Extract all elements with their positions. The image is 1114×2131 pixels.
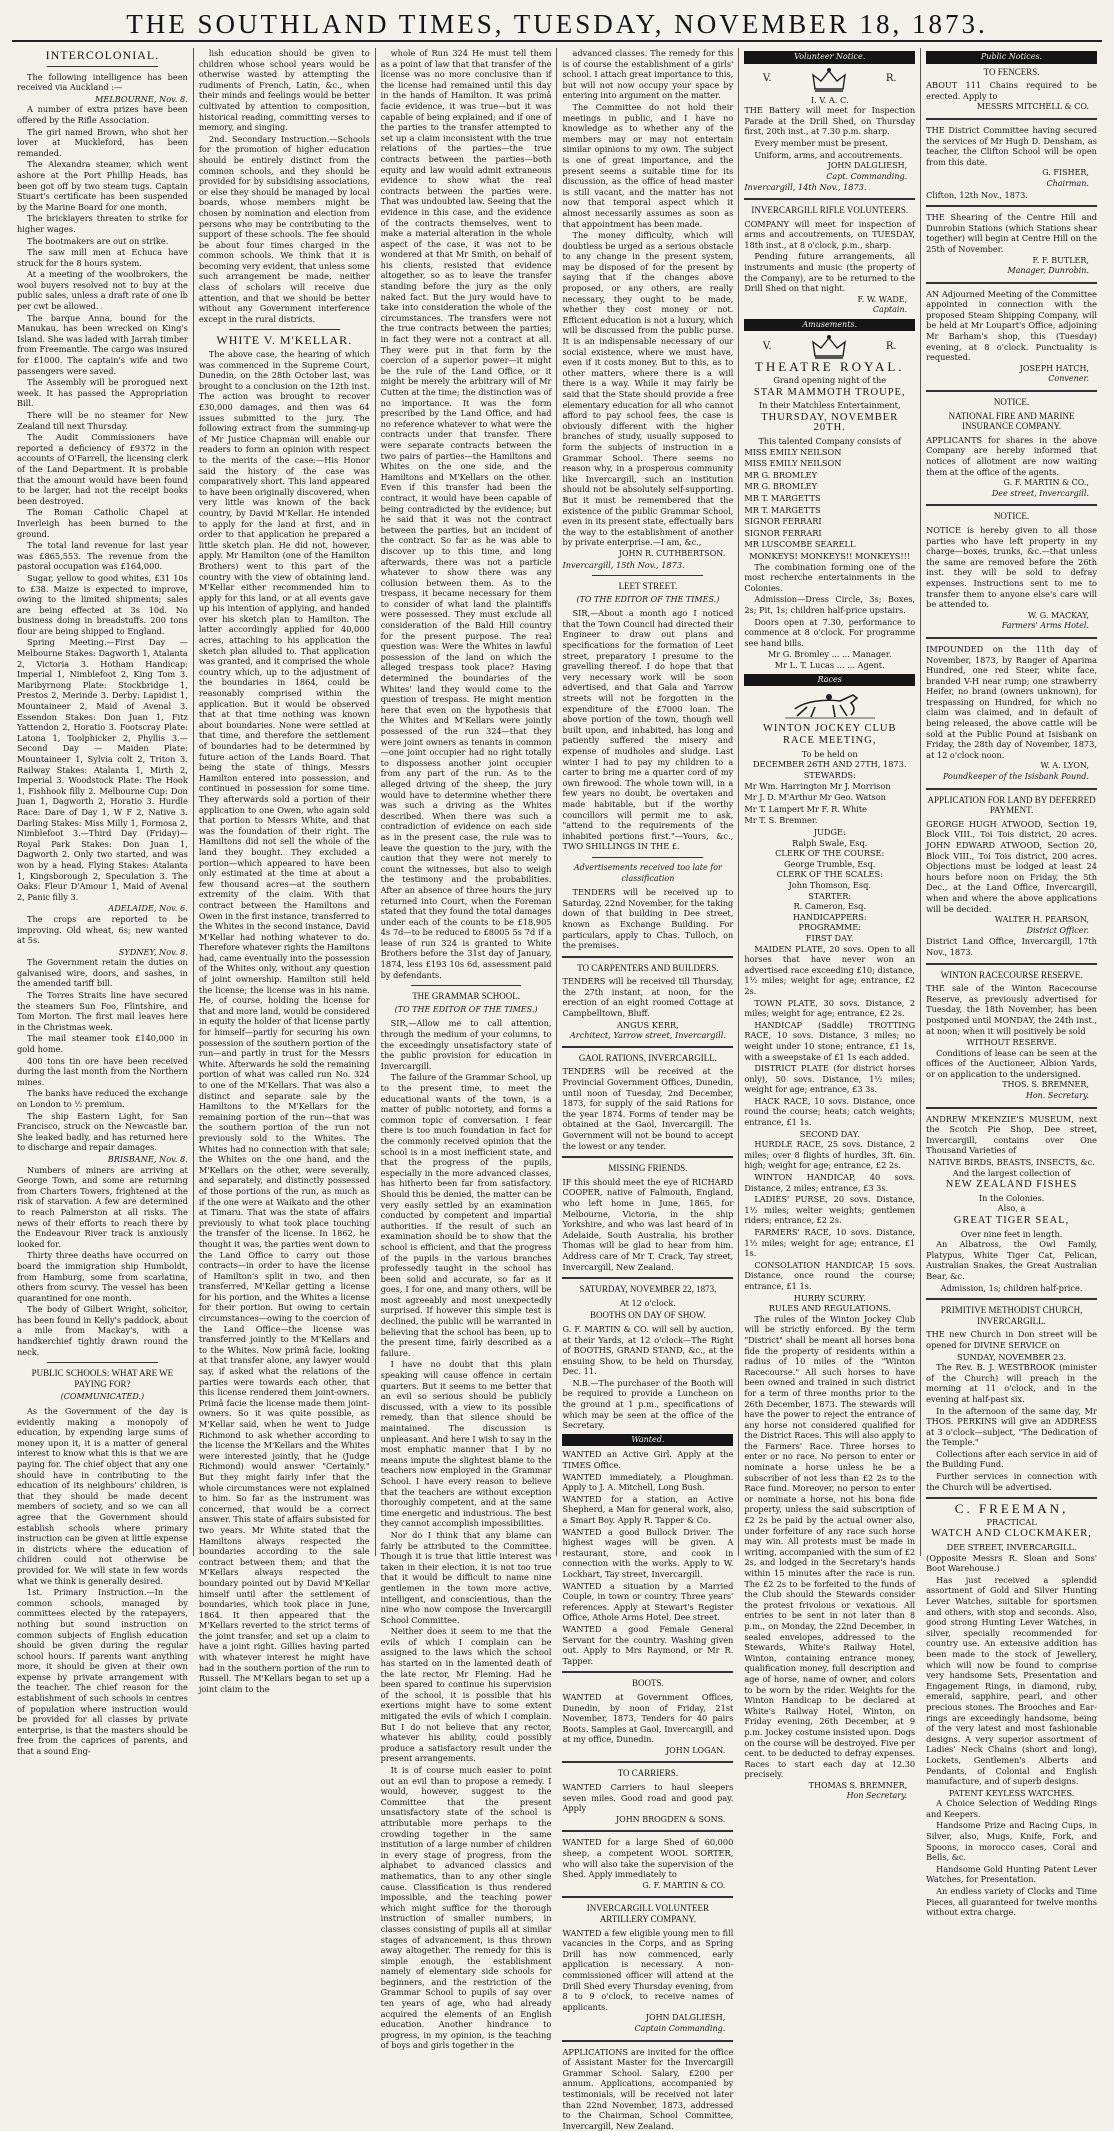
article-paragraph: 1st. Primary Instruction.—In the common schools, managed by committees elected by the ratepayers, nothing but sound instruction on common subjects of English education should be given during the regular school hours. If parents want anything more, it should be given at their own expense by private arrangement with the teacher. The chief reason for the establishment of such schools in centres of population where instruction would be provided for all classes by private enterprise, is that the masters should be free from the caprices of parents, and that a sound Eng- — [17, 1587, 188, 1757]
divider — [229, 329, 340, 330]
ad-text: N.B.—The purchaser of the Booth will be required to provide a Luncheon on the ground at 1 p.m., specifications of which may be seen at the office of the Secretary. — [562, 1377, 734, 1431]
public-notices-bar: Public Notices. — [926, 51, 1097, 64]
ad-text: THE new Church in Don street will be opened for DIVINE SERVICE on — [926, 1329, 1097, 1350]
races-day2 — [744, 1139, 915, 1291]
ad-signature: G. F. MARTIN & CO. — [642, 1880, 726, 1890]
article-paragraph: Neither does it seem to me that the evils of which I complain can be assigned to the laws which the school has started on in the lamented death of the late rector, Mr Fleming. Had he been spared to continue his supervision of the school, it is possible that his exertions might have to some extent mitigated the evils of which I complain. But I do not believe that any rector, whatever his ability, could possibly produce a satisfactory result under the present arrangements. — [380, 1626, 552, 1764]
ad-text: ABOUT 111 Chains required to be erected. Apply to — [926, 80, 1097, 101]
ad-signature: Manager, Dunrobin. — [1007, 266, 1089, 276]
ad-signature: Captain Commanding. — [634, 2023, 726, 2033]
crown-icon — [809, 67, 849, 93]
day-label: SECOND DAY. — [799, 1128, 860, 1139]
article-paragraph: Mr T. S. Bremner. — [744, 815, 818, 826]
article-paragraph: Nor do I think that any blame can fairly be attributed to the Committee. Though it is true that little interest was taken in their election, it is not too true that it would be difficult to name nine gentlemen in the town more active, intelligent, and conscientious, than the nine who now compose the Invercargill School Committee. — [380, 1529, 552, 1625]
ad-signature: G. F. MARTIN & CO., — [1003, 478, 1089, 488]
crown-icon — [809, 334, 849, 360]
ad-text: An Albatross, the Owl Family, Platypus, White Tiger Cat, Pelican, Australian Snakes, the Great Australian Bear, &c. — [926, 1239, 1097, 1281]
column-6 — [921, 48, 1102, 1918]
troupe-heading: STAR MAMMOTH TROUPE, — [753, 386, 906, 398]
article-paragraph: 2nd. Secondary Instruction.—Schools for the promotion of higher education should be entirely distinct from the common schools, and they should be provided for by subsidising associations, or else they should be managed by local boards, whose members might be chosen by nomination and election from persons who may be contributing to the support of these schools. The fee should be about four times charged in the common schools. We think that it is becoming very evident, that unless some such arrangement be made, neither class of scholars will receive due attention, and that we should be better without any Government interference except in the rural districts. — [198, 133, 370, 324]
church-heading: PRIMITIVE METHODIST CHURCH, INVERCARGILL. — [940, 1305, 1083, 1326]
divider — [562, 1761, 733, 1763]
article-paragraph: Mr T. Lampert Mr F. R. White — [744, 803, 867, 814]
ad-signature: WALTER H. PEARSON, — [994, 915, 1089, 925]
article-paragraph: WANTED immediately, a Ploughman. Apply to J. A. Mitchell, Long Bush. — [562, 1471, 734, 1493]
hurry-scurry: HURRY SCURRY. — [793, 1292, 866, 1303]
ad-signature: JOHN BROGDEN & SONS. — [615, 1814, 726, 1824]
ad-signature: Captain. — [872, 305, 908, 315]
ad-signature: THOS. S. BREMNER, — [1002, 1080, 1089, 1090]
divider — [744, 198, 915, 200]
ad-text: (Opposite Messrs R. Sloan and Sons' Boot Warehouse.) — [926, 1552, 1097, 1574]
museum-line: And the largest collection of — [952, 1167, 1071, 1178]
article-paragraph: The Committee do not hold their meetings in public, and I have no knowledge as to whether any of the members may or may not entertain similar opinions to my own. The subject is one of great importance, and the present seems a suitable time for its discussion, as the office of head master is still vacant, and the matter has not now that temporal aspect which it almost necessarily assumes as soon as that appointment has been made. — [562, 101, 734, 229]
ad-date: Clifton, 12th Nov., 1873. — [926, 189, 1028, 200]
article-paragraph: WANTED for a station, an Active Shepherd, a Man for general work, also, a Smart Boy. Apply R. Tapper & Co. — [562, 1493, 734, 1525]
official-name: John Thomson, Esq. — [788, 880, 871, 890]
article-paragraph: The crops are reported to be improving. Old wheat, 6s; new wanted at 5s. — [17, 913, 188, 946]
column-3 — [376, 48, 558, 2051]
divider — [926, 1497, 1097, 1499]
official-label: CLERK OF THE COURSE: — [775, 848, 885, 859]
article-paragraph: MAIDEN PLATE, 20 sovs. Open to all horses that have never won an advertised race exceeding £10; distance, 1½ miles; weight for age; entrance, £2 2s. — [744, 943, 916, 996]
article-paragraph: TOWN PLATE, 30 sovs. Distance, 2 miles; weight for age; entrance, £2 2s. — [744, 997, 916, 1019]
missing-friends-heading: MISSING FRIENDS. — [608, 1163, 688, 1174]
article-paragraph: The body of Gilbert Wright, solicitor, has been found in Kelly's paddock, about a mile from Mackay's, with a handkerchief tightly drawn round the neck. — [17, 1304, 188, 1357]
ad-signature: Hon. Secretary. — [1025, 1091, 1089, 1101]
ad-text: Admission—Dress Circle, 3s; Boxes, 2s; Pit, 1s; children half-price upstairs. — [744, 594, 916, 615]
booths-heading: BOOTHS ON DAY OF SHOW. — [590, 1310, 706, 1321]
columns — [12, 48, 1102, 2131]
theatre-line: Grand opening night of the — [773, 375, 887, 386]
divider — [562, 1156, 733, 1158]
sat-time: At 12 o'clock. — [619, 1297, 676, 1308]
article-paragraph: HACK RACE, 10 sovs. Distance, once round the course; heats; catch weights; entrance, £1 1s. — [744, 1095, 916, 1128]
divider — [926, 1298, 1097, 1300]
article-paragraph: WANTED a good Female General Servant for the country. Washing given out. Apply to Mrs Raymond, or Mr R. Tapper. — [562, 1623, 734, 1666]
article-paragraph: SIGNOR FERRARI — [744, 516, 822, 527]
rules-heading: RULES AND REGULATIONS. — [768, 1303, 891, 1314]
races-line: To be held on — [801, 748, 858, 759]
article-paragraph: MR G. BROMLEY — [744, 481, 818, 492]
ad-signature: Farmers' Arms Hotel. — [1001, 621, 1089, 631]
museum-line: Over nine feet in length. — [960, 1228, 1063, 1239]
crest-r: R. — [885, 73, 897, 85]
ad-text: Every member must be present. — [754, 137, 888, 148]
ad-text: THE District Committee having secured the services of Mr Hugh D. Densham, as teacher, the Clifton School will be open from this date. — [926, 124, 1097, 167]
ad-text: Has just received a splendid assortment of Gold and Silver Hunting Lever Watches, suitable for sportsmen and others, with stop and seconds. Also, good strong Hunting Lever Watches, in silver, specially recommended for country use. An extensive addition has been made to the stock of Jewellery, which will now be found to comprise very handsome Sets, Presentation and Engagement Rings, in diamond, ruby, emerald, sapphire, pearl, and other precious stones. The Brooches and Ear-rings are exceedingly handsome, being of the very latest and most fashionable designs. A very superior assortment of Ladies' Neck Chains (short and long), Lockets, Gentlemen's Alberts and Pendants, of Colonial and English manufacture, and of superb designs. — [926, 1574, 1097, 1787]
divider — [562, 1896, 733, 1898]
ad-signature: Architect, Yarrow street, Invercargill. — [569, 1030, 726, 1041]
dateline: BRISBANE, Nov. 8. — [107, 1153, 188, 1164]
dateline: SYDNEY, Nov. 8. — [118, 946, 188, 957]
sunday-line: SUNDAY, NOVEMBER 23. — [956, 1351, 1067, 1362]
article-paragraph: There will be no steamer for New Zealand till next Thursday. — [17, 410, 188, 431]
ad-signature: ANGUS KERR, — [617, 1019, 679, 1030]
theatre-line: In their Matchless Entertainment, — [758, 400, 901, 411]
divider — [926, 963, 1097, 965]
sig-date: Invercargill, 15th Nov., 1873. — [562, 559, 685, 570]
divider — [47, 1362, 158, 1363]
article-paragraph: The Audit Commissioners have reported a deficiency of £9372 in the accounts of O'Farrell, the licensing clerk of the Land Department. It is probable that the amount would have been found to be larger, had not the receipt books been destroyed. — [17, 432, 188, 506]
museum-admission: Admission, 1s; children half-price. — [940, 1282, 1083, 1293]
ad-text: IMPOUNDED on the 11th day of November, 1873, by Ranger of Aparima Hundred, one red Steer, white face, branded V-H near rump; one strawberry Heifer, no brand (owners unknown), for trespassing on Hundred, for which no claim was claimed, and in default of being released, the above cattle will be sold at the Public Pound at Isisbank on Friday, the 28th day of November, 1873, at 12 o'clock noon. — [926, 643, 1097, 760]
divider — [926, 205, 1097, 207]
col1-paras — [17, 104, 188, 902]
meeting-heading: RACE MEETING, — [782, 735, 877, 747]
to-editor-label: (TO THE EDITOR OF THE TIMES.) — [394, 1004, 538, 1014]
fencers-heading: TO FENCERS. — [983, 66, 1040, 77]
ad-text: NOTICE is hereby given to all those parties who have left property in my charge—boxes, trunks, &c.—that unless the same are removed before the 26th inst. they will be sold to defray expenses. Instructions sent to me to transfer them to anyone else's care will be attended to. — [926, 524, 1097, 610]
ad-text: An endless variety of Clocks and Time Pieces, all guaranteed for twelve months without extra charge. — [926, 1886, 1097, 1918]
article-paragraph: The total land revenue for last year was £865,553. The revenue from the pastoral occupation was £164,000. — [17, 540, 188, 572]
article-paragraph: SIR,—Allow me to call attention, through the medium of your columns, to the exceedingly unsatisfactory state of the public provision for education in Invercargill. — [380, 1018, 552, 1071]
day-label: FIRST DAY. — [805, 932, 854, 943]
divider — [592, 857, 703, 858]
theatre-heading: THEATRE ROYAL. — [754, 359, 905, 375]
ad-text: Pending future arrangements, all instruments and music (the property of the Company), are to be returned to the Drill Shed on that night. — [744, 251, 916, 294]
divider — [926, 637, 1097, 639]
article-paragraph: 400 tons tin ore have been received during the last month from the Northern mines. — [17, 1055, 188, 1087]
article-paragraph: HANDICAP (Saddle) TROTTING RACE, 10 sovs. Distance, 3 miles; no weight under 10 stone; entrance, £1 1s, with a sweepstake of £1 1s each added. — [744, 1019, 916, 1062]
article-paragraph: WANTED a situation by a Married Couple, in town or country. Three years' references. Apply at Stewart's Register Office, Athole Arms Hotel, Dee street. — [562, 1580, 734, 1623]
ivac: I. V. A. C. — [810, 94, 849, 105]
article-paragraph: WANTED an Active Girl. Apply at the TIMES Office. — [562, 1449, 734, 1471]
crest-v: V. — [762, 341, 772, 353]
col1-paras2 — [17, 914, 188, 946]
museum-line: Also, a — [997, 1203, 1026, 1214]
article-paragraph: LADIES' PURSE, 20 sovs. Distance, 1½ miles; welter weights; gentlemen riders; entrance, £2 2s. — [744, 1194, 916, 1226]
races-day1 — [744, 944, 915, 1128]
ad-signature: JOHN DALGLIESH, — [645, 2013, 726, 2023]
ad-signature: Dee street, Invercargill. — [991, 488, 1089, 498]
ad-text: WANTED Carriers to haul sleepers seven miles. Good road and good pay. Apply — [562, 1782, 734, 1814]
col1-paras5 — [17, 1406, 188, 1757]
article-paragraph: At a meeting of the woolbrokers, the wool buyers resolved not to buy at the public sales, unless a draft rate of one lb per cwt be allowed. — [17, 269, 188, 312]
ad-signature: W. G. MACKAY, — [1027, 610, 1089, 620]
museum-line: In the Colonies. — [978, 1192, 1045, 1203]
divider — [562, 1277, 733, 1279]
article-paragraph: Mr Wm. Harrington Mr J. Morrison — [744, 780, 891, 791]
theatre-line: This talented Company consists of — [758, 436, 901, 447]
official-label: CLERK OF THE SCALES: — [776, 869, 883, 880]
fishes-heading: NEW ZEALAND FISHES — [945, 1179, 1078, 1191]
official-name: George Trumble, Esq. — [784, 858, 876, 869]
divider — [47, 66, 158, 67]
article-paragraph: As the Government of the day is evidently making a monopoly of education, by expending large sums of money upon it, it is a matter of general interest to know what this is that we are paying for. The chief object that any one should have in contributing to the education of its neighbours' children, is that they should be made decent members of society, and so we can all agree that the Government should establish schools where primary instruction can be given at little expense in districts where the education of children could not otherwise be provided for. We will state in few words what we think is generally desired. — [17, 1406, 188, 1586]
late-ads-label: Advertisements received too late for classification — [573, 862, 722, 883]
ad-signature: Capt. Commanding. — [826, 171, 908, 181]
article-paragraph: The above case, the hearing of which was commenced in the Supreme Court, Dunedin, on the 28th October last, was brought to a conclusion on the 12th inst. The action was brought to recover £30,000 damages, and then was 64 issues submitted to the jury. The following extract from the summing-up of Mr Justice Chapman will enable our readers to form an opinion with respect to the merits of the case:—His Honor said the history of the case was comparatively short. This land appeared to have been originally discovered, when very little was known of the back country, by David M'Kellar. He intended to apply for the land at first, and in order to that application he prepared a little sketch plan. He did not, however, apply. Mr Hamilton (one of the Hamilton Brothers) went to this part of the country with the view of obtaining land. M'Kellar either recommended him to apply for this land, or at all events gave up his intention of applying, and handed over his sketch plan to Hamilton. The latter accordingly applied for 40,000 acres, attaching to his application the sketch plan alluded to. That application was granted, and it comprised the whole country which, up to the adjustment of the boundaries in 1864, could be reasonably comprised within the application. But it would be observed that at that time nothing was known about boundaries. None were settled at that time, and therefore the settlement of boundaries had to be determined by future action of the Lands Board. That being the state of things, Messrs Hamilton entered into possession, and continued in possession for some time. They afterwards sold a portion of their application to one Owen, who again sold that portion to Messrs White, and that was the foundation of their right. The Hamiltons did not sell the whole of the land they bought. They excluded a portion—which appeared to have been only estimated at the time at about a few thousand acres—at the southern extremity of the claim. With that contract between the Hamiltons and Owen in the first instance, transferred to the Whites in the second instance, David M'Kellar had nothing whatever to do. Therefore whatever rights the Hamiltons had, came eventually into the possession of the Whites only, without any question of joint ownership. Hamilton still held the license; the license was in his name. He, of course, holding the license for that and more land, would be considered in equity the holder of that license partly for himself—partly for securing his own possession of the southern portion of the run—and partly in trust for the Messrs White. Afterwards he sold the remaining portion of what was called run No. 324 to one of the M'Kellars. That was also a distinct and separate sale by the Hamiltons to the M'Kellars for the remaining portion of the run—that was the southern portion of the run not previously sold to the Whites. The Whites had no connection with that sale; the Whites on the one hand, and the M'Kellars on the other, were severally, and separately, and distinctly possessed of those portions of the run, as much as if the one were at Waikato and the other at Timaru. That was the state of affairs previously to what took place touching the transfer of the license. In 1862, he thought it was, the parties went down to the Land Office to carry out those contracts—in order to have the license of Hamilton's split in two, and then transferred, M'Kellar getting a license for his portion, and the Whites a license for their portion. But owing to certain circumstances—owing to the coercion of the Land Office—the license was transferred jointly to the M'Kellars and to the Whites. Now primâ facie, looking at that transfer alone, any lawyer would say, if asked what the relations of the parties were towards each other, that this license rendered them joint-owners. Primâ facie the license made them joint-owners. So it was quite possible, as M'Kellar said, when he went to Judge Richmond to ask whether according to the license the M'Kellars and the Whites were interested jointly, that he (Judge Richmond) would answer "Certainly." But they might fairly infer that the whole circumstances were not explained to him. So far as the instrument was concerned, that would be a correct answer. This state of affairs subsisted for two years. Mr White stated that the Hamiltons always respected the boundaries according to the sale contract between them; and that the M'Kellars always respected the boundary pointed out by David M'Kellar himself until after the settlement of boundaries, which took place in June, 1864. It then appeared that the M'Kellars reverted to the strict terms of the joint transfer, and set up a claim to have a joint right. Gillies having parted with whatever interest he might have had in the southern portion of the run to Russell. The M'Kellars began to set up a joint claim to the — [198, 349, 370, 1694]
ad-text: In the afternoon of the same day, Mr THOS. PERKINS will give an ADDRESS at 3 o'clock—subject, "The Dedication of the Temple." — [926, 1405, 1097, 1448]
article-paragraph: CONSOLATION HANDICAP, 15 sovs. Distance, once round the course; entrance, £1 1s. — [744, 1259, 916, 1291]
masthead: THE SOUTHLAND TIMES, TUESDAY, NOVEMBER 18, 1873. — [12, 6, 1102, 42]
land-heading: APPLICATION FOR LAND BY DEFERRED PAYMENT. — [927, 794, 1096, 816]
article-paragraph: The Alexandra steamer, which went ashore at the Port Phillip Heads, has been got off by two steam tugs. Captain Stuart's certificate has been suspended by the Marine Board for one month. — [17, 159, 188, 212]
ad-signature: JOHN LOGAN. — [665, 1745, 726, 1755]
col2-paras2 — [199, 349, 370, 1694]
intercolonial-heading: INTERCOLONIAL. — [45, 48, 160, 62]
article-paragraph: Sugar, yellow to good whites, £31 10s to £38. Maize is expected to improve, owing to the limited shipments; sales are being effected at 3s 10d. No business doing in breadstuffs. 200 tons flour are being shipped to England. — [17, 572, 188, 636]
crest-v: V. — [762, 73, 772, 85]
ad-text: THE Shearing of the Centre Hill and Dunrobin Stations (which Stations shear together) will begin at Centre Hill on the 25th of November. — [926, 212, 1097, 254]
ad-date: District Land Office, Invercargill, 17th Nov., 1873. — [926, 936, 1097, 957]
ad-text: TENDERS will be received at the Provincial Government Offices, Dunedin, until noon of Tuesday, 2nd December, 1873, for supply of the said Rations for the year 1874. Forms of tender may be obtained at the Gaol, Invercargill. The Government will not be bound to accept the lowest or any tender. — [562, 1066, 734, 1151]
article-paragraph: WANTED a good Bullock Driver. The highest wages will be given. A restaurant, store, and cook in connection with the works. Apply to W. Lockhart, Tay street, Invercargill. — [562, 1526, 734, 1579]
ad-text: COMPANY will meet for inspection of arms and accoutrements, on TUESDAY, 18th inst., at 8 o'clock, p.m., sharp. — [744, 218, 916, 250]
column-2 — [194, 48, 376, 1694]
ad-signature: Chairman. — [1046, 178, 1089, 188]
artillery-heading: INVERCARGILL VOLUNTEER ARTILLERY COMPANY. — [586, 1903, 710, 1924]
ad-text: APPLICATIONS are invited for the office of Assistant Master for the Invercargill Grammar School. Salary, £200 per annum. Applications, accompanied by testimonials, will be received not later than 22nd November, 1873, addressed to the Chairman, School Committee, Invercargill, New Zealand. — [562, 2046, 734, 2131]
col4-paras — [562, 48, 733, 548]
thursday-heading: THURSDAY, NOVEMBER 20TH. — [761, 411, 899, 434]
notice-heading: NOTICE. — [993, 397, 1030, 408]
divider — [562, 956, 733, 958]
divider — [411, 985, 522, 986]
grammar-school-heading: THE GRAMMAR SCHOOL. — [412, 991, 520, 1002]
col3-paras — [381, 48, 552, 980]
programme-label: PROGRAMME: — [798, 922, 861, 933]
divider — [562, 2040, 733, 2042]
divider — [926, 788, 1097, 790]
rifle-heading: INVERCARGILL RIFLE VOLUNTEERS. — [751, 204, 909, 215]
ad-text: THE sale of the Winton Racecourse Reserve, as previously advertised for Tuesday, the 18th November, has been postponed until MONDAY, the 24th inst., at noon; when it will positively be sold — [926, 983, 1097, 1036]
ad-text: TENDERS will be received till Thursday, the 27th instant, at noon, for the erection of an eight roomed Cottage at Campbelltown, Bluff. — [562, 976, 734, 1019]
column-5 — [739, 48, 921, 1801]
stewards-label: STEWARDS: — [803, 770, 856, 781]
national-heading: NATIONAL FIRE AND MARINE INSURANCE COMPANY. — [948, 410, 1075, 432]
article-paragraph: The Assembly will be prorogued next week. It has passed the Appropriation Bill. — [17, 377, 188, 409]
article-paragraph: I have no doubt that this plain speaking will cause offence in certain quarters. But it seems to me better that an evil so serious should be publicly discussed, with a view to its possible remedy, than that silence should be maintained. The discussion is unpleasant. And here I wish to say in the most emphatic manner that I by no means impute the slightest blame to the teachers now employed in the Grammar School. I have every reason to believe that the teachers are without exception thoroughly competent, and at the same time energetic and industrious. The best they cannot accomplish impossibilities. — [380, 1359, 552, 1529]
ad-text: WANTED for a large Shed of 60,000 sheep, a competent WOOL SORTER, who will also take the supervision of the Shed. Apply immediately to — [562, 1837, 734, 1880]
ad-text: THE Battery will meet for Inspection Parade at the Drill Shed, on Thursday first, 20th inst., at 7.30 p.m. sharp. — [744, 105, 916, 137]
article-paragraph: MISS EMILY NEILSON — [744, 458, 842, 469]
divider — [926, 1107, 1097, 1109]
article-paragraph: The failure of the Grammar School, up to the present time, to meet the educational wants of the town, is a matter of public notoriety, and forms a common topic of conversation. I fear there is too much foundation in fact for the commonly received opinion that the school is in a most inefficient state, and that the progress of the pupils, especially in the more advanced classes, has hitherto been far from satisfactory. Should this be denied, the matter can be very easily settled by an examination conducted by competent and impartial authorities. If the result of such an examination should be to show that the school is efficient, and that the progress of the pupils in the various branches professedly taught in the school has been solid and accurate, so far as it goes, I for one, and many others, will be most agreeably and most unexpectedly surprised. If however this simple test is declined, the public will be warranted in believing that the school has been, up to the present time, fairly described as a failure. — [380, 1072, 552, 1358]
ad-text: Uniform, arms, and accoutrements. — [754, 149, 903, 160]
col3-paras2 — [381, 1018, 552, 2051]
ad-signature: District Officer. — [1026, 925, 1089, 935]
official-label: HANDICAPPERS: — [792, 911, 867, 922]
article-paragraph: It is of course much easier to point out an evil than to propose a remedy. I would, however, suggest to the Committee that the present unsatisfactory state of the school is attributable more perhaps to the crowding together in the same institution of a large number of children in every stage of progress, from the alphabet to advanced classics and mathematics, than to any other single cause. Classification is thus rendered impossible, and the teaching power which might suffice for the thorough instruction of smaller numbers, in classes consisting of pupils all at similar stages of advancement, is thus thrown away altogether. The remedy for this is simple enough, the establishment namely of elementary side schools for beginners, and the restriction of the Grammar School to pupils of say over ten years of age, who had already acquired the elements of an English education. Another hindrance to progress, in my opinion, is the teaching of boys and girls together in the — [380, 1765, 552, 2051]
col1-paras3 — [17, 957, 188, 1153]
ad-text: Further services in connection with the Church will be advertised. — [926, 1471, 1097, 1492]
article-paragraph: DISTRICT PLATE (for district horses only), 50 sovs. Distance, 1½ miles; weight for age; entrance, £3 3s. — [744, 1063, 916, 1095]
stewards-list — [744, 781, 915, 826]
article-paragraph: The ship Eastern Light, for San Francisco, struck on the Newcastle bar. She leaked badly, and has returned here to discharge and repair damages. — [17, 1110, 188, 1153]
performers-list — [744, 447, 915, 550]
ad-text: G. F. MARTIN & CO. will sell by auction, at their Yards, at 12 o'clock—The Right of BOOTHS, GRAND STAND, &c., at the ensuing Show, to be held on Thursday, Dec. 11. — [562, 1323, 734, 1377]
article-paragraph: Numbers of miners are arriving at George Town, and some are returning from Charters Towers, frightened at the risk of starvation. A few are determined to reach Palmerston at all risks. The news of their efforts to reach there by the Endeavour River track is anxiously looked for. — [17, 1164, 188, 1249]
royal-crest — [744, 67, 915, 93]
freeman-heading: C. FREEMAN, — [954, 1501, 1069, 1517]
winton-heading: WINTON JOCKEY CLUB — [762, 722, 897, 734]
signature: JOHN R. CUTHBERTSON. — [618, 548, 726, 558]
article-paragraph: The money difficulty, which will doubtless be urged as a serious obstacle to any change in the present system, may be disposed of for the present by saying that if the changes above proposed, or any others, are really necessary, they ought to be made, whether they cost money or not. Efficient education is not a luxury, which will be discussed from the public purse. It is an indispensable necessary of our social existence, where we must have, even if it costs money. But to this, as to other matters, where there is a will there is a way. While it may fairly be said that the State should provide a free elementary education for all who cannot afford to pay school fees, the case is obviously different with the higher branches of study, usually supposed to form the subjects of instruction in a Grammar School. There seems no reason why, in a prosperous community like Invercargill, such an institution should not be absolutely self-supporting. But it must be remembered that the existence of the public Grammar School, even in its present state, effectually bars the way to the establishment of another by private enterprise.—I am, &c., — [562, 230, 734, 548]
article-paragraph: The bootmakers are out on strike. — [27, 235, 169, 246]
divider — [562, 1830, 733, 1832]
article-paragraph: HURDLE RACE, 25 sovs. Distance, 2 miles; over 8 flights of hurdles, 3ft. 6in. high; weight for age; entrance, £2 2s. — [744, 1139, 916, 1171]
amusements-bar: Amusements. — [744, 319, 915, 332]
article-paragraph: MR T. MARGETTS — [744, 504, 821, 515]
ad-signature: W. A. LYON, — [1040, 761, 1089, 771]
article-paragraph: lish education should be given to children whose school years would be otherwise wasted by attempting the rudiments of French, Latin, &c., when their minds and feelings would be better cultivated by attention to composition, historical reading, committing verses to memory, and singing. — [198, 48, 370, 133]
ad-signature: JOHN DALGLIESH, — [827, 161, 908, 171]
ad-text: A Choice Selection of Wedding Rings and Keepers. — [926, 1798, 1097, 1819]
article-paragraph: The Torres Straits line have secured the steamers Sun Foo, Flintshire, and Tom Morton. The first mail leaves here in the Christmas week. — [17, 990, 188, 1032]
watch-heading: WATCH AND CLOCKMAKER, — [931, 1528, 1092, 1540]
boots-heading: BOOTS. — [632, 1678, 664, 1689]
agent-line: Mr L. T. Lucas ... ... Agent. — [774, 659, 885, 670]
col4-ads — [562, 887, 733, 951]
article-paragraph: MR G. BROMLEY — [744, 469, 818, 480]
official-label: JUDGE: — [813, 827, 846, 838]
ad-text: Collections after each service in aid of the Building Fund. — [926, 1448, 1097, 1470]
races-dates: DECEMBER 26TH AND 27TH, 1873. — [752, 759, 907, 770]
divider — [926, 504, 1097, 506]
museum-line: NATIVE BIRDS, BEASTS, INSECTS, &c. — [928, 1157, 1095, 1168]
volunteer-bar: Volunteer Notice. — [744, 51, 915, 64]
article-paragraph: Mr J. D. M'Arthur Mr Geo. Watson — [744, 792, 886, 803]
practical-line: PRACTICAL — [986, 1516, 1037, 1527]
col1-paras4 — [17, 1165, 188, 1358]
wanted-bar: Wanted. — [562, 1434, 733, 1447]
ad-text: The Rev. B. J. WESTBROOK (minister of the Church) will preach in the morning at 11 o'clock, and in the evening at half-past six. — [926, 1362, 1097, 1404]
notice-heading: NOTICE. — [993, 511, 1030, 522]
ad-signature: Poundkeeper of the Isisbank Pound. — [942, 772, 1089, 782]
article-paragraph: Spring Meeting.—First Day — Melbourne Stakes: Dagworth 1, Atalanta 2, Victoria 3. Hotham Handicap: Imperial 1, Nimblefoot 2, King Tom 3. Maribyrnong Plate: Stockbridge 1, Prestos 2, Merinde 3. Derby: Lapidist 1, Mountaineer 2, Maid of Avenal 3. Essendon Stakes: Don Juan 1, Fitz Yattendon 2, Horatio 3. Footscray Plate: Latona 1, Toolphicker 2, Phyllis 3.—Second Day — Maiden Plate: Mountaineer 1, Sylvia colt 2, Triton 3. Railway Stakes: Atalanta 1, Mirth 2, Imperial 3. Woodstock Plate: The Hook 1, Fishhook filly 2. Melbourne Cup: Don Juan 1, Dagworth 2, Horatio 3. Hurdle Race: Dare of Day 1, W F 2, Native 3. Darling Stakes: Miss Milly 1, Formosa 2, Nimblefoot 3.—Third Day (Friday)—Royal Park Stakes: Don Juan 1, Dagworth 2. Only two started, and was won by a head. Flying Stakes: Atalanta 1, Kingsborough 2, Speculation 3. The Oaks: Fleur D'Amour 1, Maid of Avenal 2, Panic filly 3. — [17, 637, 188, 902]
ad-signature: THOMAS S. BREMNER, — [808, 1780, 908, 1790]
dateline: MELBOURNE, Nov. 8. — [94, 93, 188, 104]
ad-text: WANTED at Government Offices, Dunedin, by noon of Friday, 21st November, 1873, Tenders for 40 pairs Boots. Samples at Gaol, Invercargill, and at my office, Dunedin. — [562, 1691, 734, 1745]
divider — [926, 282, 1097, 284]
article-paragraph: MR T. MARGETTS — [744, 493, 821, 503]
seal-heading: GREAT TIGER SEAL, — [953, 1215, 1070, 1226]
divider — [562, 1046, 733, 1048]
article-paragraph: The banks have reduced the exchange on London to ½ premium. — [17, 1088, 188, 1109]
article-paragraph: Thirty three deaths have occurred on board the immigration ship Humboldt, from Hamburg, some from scarlatina, others from scurvy. The vessel has been quarantined for one month. — [17, 1250, 188, 1303]
article-paragraph: TENDERS will be received up to Saturday, 22nd November, for the taking down of that building in Dee street, known as Exchange Building. For particulars, apply to Chas. Tulloch, on the premises. — [562, 887, 734, 951]
article-paragraph: MISS EMILY NEILSON — [744, 446, 842, 457]
article-paragraph: The barque Anna, bound for the Manukau, has been wrecked on King's Island. She was laded with Jarrah timber from Freemantle. The cargo was insured for £1000. The captain's wife and two passengers were saved. — [17, 312, 188, 376]
col2-paras — [199, 48, 370, 324]
ad-date: Invercargill, 14th Nov., 1873. — [744, 182, 867, 193]
official-name: R. Cameron, Esq. — [793, 901, 866, 912]
col4-paras2 — [562, 608, 733, 852]
article-paragraph: SIR,—About a month ago I noticed that the Town Council had directed their Engineer to draw out plans and specifications for the formation of Leet street, preparatory I presume to the gravelling thereof. I do hope that that very necessary work will be soon advertised, and that Gala and Yarrow streets will not be forgotten in the expenditure of the £7000 loan. The above portion of the town, though well built upon, and inhabited, has long and patiently suffered the misery and expense of mudholes and sludge. Last winter I had to pay my children to a carter to bring me a quarter cord of my own firewood. The whole town will, in a few years no doubt, be overtaken and made habitable, but if the worthy councillors will permit me to ask, "attend to the requirements of the inhabited portions first."—Yours, &c., TWO SHILLINGS IN THE £. — [562, 608, 734, 852]
carpenters-heading: TO CARPENTERS AND BUILDERS. — [577, 962, 719, 973]
column-4 — [557, 48, 739, 2131]
patent-heading: PATENT KEYLESS WATCHES. — [948, 1787, 1075, 1798]
gaol-rations-heading: GAOL RATIONS, INVERCARGILL. — [578, 1052, 717, 1063]
ad-text: Handsome Prize and Racing Cups, in Silver, also, Mugs, Knife, Fork, and Spoons, in morocco cases, Coral and Bells, &c. — [926, 1820, 1097, 1863]
monkeys-line: MONKEYS! MONKEYS!! MONKEYS!!! — [749, 550, 911, 561]
divider — [562, 1671, 733, 1673]
carriers-heading: TO CARRIERS. — [617, 1768, 679, 1779]
divider — [592, 575, 703, 576]
divider — [926, 390, 1097, 392]
horse-illustration — [744, 689, 915, 722]
ad-text: Conditions of lease can be seen at the offices of the Auctioneer, Albion Yards, or on application to the undersigned. — [926, 1047, 1097, 1079]
ad-text: The combination forming one of the most recherche entertainments in the Colonies. — [744, 561, 916, 593]
dee-street-line: DEE STREET, INVERCARGILL. — [946, 1542, 1077, 1553]
ad-text: The rules of the Winton Jockey Club will be strictly enforced. By the term "District" shall be meant all horses bona fide the property of residents within a radius of 10 miles of the "Winton Racecourse." All such horses to have been owned and trained in such district for a term of three months prior to the 26th December, 1873. The stewards will have the power to reject the entrance of any horse not considered qualified for the District Races. This will also apply to the Farmers' Race. Three horses to enter or no race. No person to enter or nominate a horse unless he be a subscriber of not less than £2 2s to the Race fund. Moreover, no person to enter or nominate a horse, not his bona fide property, unless the said subscription of £2 2s be paid by the actual owner also, under forfeiture of any race such horse may win. All protests must be made in writing, accompanied with the sum of £2 2s, and lodged in the Secretary's hands within 15 minutes after the race is run. The £2 2s to be forfeited to the funds of the Club should the Stewards consider the protest frivolous or vexatious. All entries to be sent in not later than 8 p.m., on Monday, the 22nd December, in sealed envelopes, addressed to the Stewards, White's Railway Hotel, Winton, containing entrance money, qualification money, full description and age of horse, name of owner, and colors to be worn by the rider. Weights for the Winton Handicap to be declared at White's Railway Hotel, Winton, on Friday evening, 26th December, at 9 p.m. Jockey costume insisted upon. Dogs on the course will be destroyed. Five per cent. to be deducted to defray expenses. Races to start each day at 12.30 precisely. — [744, 1313, 916, 1780]
ad-signature: JOSEPH HATCH, — [1019, 363, 1089, 373]
article-paragraph: The saw mill men at Echuca have struck for the 8 hours system. — [17, 247, 188, 268]
ad-text: GEORGE HUGH ATWOOD, Section 19, Block VIII., Toi Tois district, 20 acres. JOHN EDWARD ATWOOD, Section 20, Block VIII., Toi Tois district, 200 acres. Objections must be lodged at least 24 hours before noon on Friday, the 5th Dec., at the Land Office, Invercargill, when and where the above applications will be decided. — [926, 818, 1097, 914]
races-bar: Races — [744, 674, 915, 687]
ad-signature: G. FISHER, — [1042, 168, 1089, 178]
ad-text: AN Adjourned Meeting of the Committee appointed in connection with the proposed Steam Shipping Company, will be held at Mr Loupart's Office, adjoining Mr Barham's shop, this (Tuesday) evening, at 8 o'clock. Punctuality is requested. — [926, 288, 1097, 363]
ad-signature: F. F. BUTLER, — [1032, 255, 1089, 265]
ad-text: APPLICANTS for shares in the above Company are hereby informed that notices of allotment are now waiting them at the office of the agents. — [926, 434, 1097, 477]
royal-crest — [744, 334, 915, 360]
article-paragraph: advanced classes. The remedy for this is of course the establishment of a girls' school. I attach great importance to this, but will not now occupy your space by entering into argument on the matter. — [562, 48, 734, 101]
divider — [926, 118, 1097, 120]
ad-signature: MESSRS MITCHELL & CO. — [976, 102, 1089, 112]
ad-signature: F. W. WADE, — [857, 294, 908, 304]
saturday-heading: SATURDAY, NOVEMBER 22, 1873, — [579, 1284, 717, 1295]
wanted-list — [562, 1449, 733, 1666]
column-1 — [12, 48, 194, 1757]
ad-text: WANTED a few eligible young men to fill vacancies in the Corps, and as Spring Drill has now commenced, early application is necessary. A non-commissioned officer will attend at the Drill Shed every Thursday evening, from 8 to 9 o'clock, to receive names of applicants. — [562, 1927, 734, 2012]
public-schools-heading: PUBLIC SCHOOLS: WHAT ARE WE PAYING FOR? — [31, 1368, 174, 1389]
racehorse-icon — [785, 689, 875, 719]
ad-text: ANDREW M'KENZIE'S MUSEUM, next the Scotch Pie Shop, Dee street, Invercargill, contains over One Thousand Varieties of — [926, 1113, 1097, 1156]
article-paragraph: FARMERS' RACE, 10 sovs. Distance, 1½ miles; weight for age; entrance, £1 1s. — [744, 1227, 916, 1259]
ad-text: Doors open at 7.30, performance to commence at 8 o'clock. For programme see hand bills. — [744, 616, 916, 648]
article-paragraph: whole of Run 324 He must tell them as a point of law that that transfer of the license was no more conclusive than if the license had remained until this day in the hands of Hamilton. It was primâ facie evidence, it was true—but it was capable of being explained; and if one of the parties to the transfer attempted to set up a claim inconsistent with the true relations of the parties—the true contracts between the parties—both equity and law would admit extraneous evidence to show what the real contracts between the parties were. That was undoubted law. Seeing that the evidence in this case, and the evidence of the contracts themselves, went to make a material alteration in the whole aspect of the case, it was not to be wondered at that Mr Smith, on behalf of his clients, resisted that evidence altogether, so as to leave the transfer standing before the jury as the only naked fact. But the jury would have to take into consideration the whole of the circumstances. The transfers were not the true contracts between the parties; in fact they were not a contract at all. They were put in that form by the coercion of a superior power—it might be the rule of the Land Office, or it might be merely the arbitrary will of Mr Cutten at the time; the distinction was of no importance. It was the form prescribed by the Land Office, and had no reference whatever to what were the contracts under that transfer. There were separate contracts between the two pairs of parties—the Hamiltons and Whites on the one side, and the Hamiltons and M'Kellars on the other. Even if this transfer had been the contract, it would have been capable of being contradicted by the evidence; but he said that it was not the contract between the parties, but an incident of the contract. So far as he was able to discover up to this time, and long afterwards, there was not a particle whatever to show there was any collusion between them. As to the trespass, it became necessary for them to consider of what land the plaintiffs were possessed. They must exclude all consideration of the Bald Hill country for the present purpose. The real question was: Were the Whites in lawful possession of the land on which the alleged trespass took place? Having determined the boundaries of the Whites' land they would come to the question of trespass. He might mention here that even on the hypothesis that the Whites and M'Kellars were jointly possessed of the run 324—that they were joint owners as tenants in common—one joint occupier had no right totally to dispossess another joint occupier from any part of the run. As to the alleged driving of the sheep, the jury would have to determine whether there was such a driving as the Whites described. When there was such a contradiction of evidence on each side as in the present case, the rule was to leave the question to the jury, with the caution that they were not merely to count the witnesses, but also to weigh the testimony and the probabilities. After an absence of three hours the jury returned into Court, when the Foreman stated that they found the total damages under each of the counts to be £18,905 4s 7d—to be reduced to £8005 5s 7d if a lease of run 324 is granted to White Brothers before the 31st day of January, 1874, less £193 10s 6d, assessment paid by defendants. — [380, 48, 552, 980]
article-paragraph: The following intelligence has been received via Auckland :— — [17, 71, 188, 93]
without-reserve: WITHOUT RESERVE. — [966, 1037, 1057, 1048]
communicated-label: (COMMUNICATED.) — [60, 1392, 145, 1402]
dateline: ADELAIDE, Nov. 6. — [108, 903, 188, 914]
article-paragraph: MR LUSCOMBE SEARELL — [744, 539, 856, 550]
manager-line: Mr G. Bromley ... ... Manager. — [767, 649, 892, 660]
article-paragraph: The Roman Catholic Chapel at Inverleigh has been burned to the ground. — [17, 507, 188, 539]
article-paragraph: The girl named Brown, who shot her lover at Muckleford, has been remanded. — [17, 126, 188, 158]
ad-signature: Hon Secretary. — [846, 1791, 908, 1801]
crest-r: R. — [885, 341, 897, 353]
article-paragraph: SIGNOR FERRARI — [744, 527, 822, 538]
ad-text: IF this should meet the eye of RICHARD COOPER, native of Falmouth, England, who left home in June, 1865, for Melbourne, Victoria, in the ship Yorkshire, and who was last heard of in Adelaide, South Australia, his brother Thomas will be glad to hear from him. Address care of Mr T. Crack, Tay street, Invercargill, New Zealand. — [562, 1176, 734, 1272]
ad-signature: Convener. — [1048, 374, 1089, 384]
article-paragraph: The Government retain the duties on galvanised wire, doors, and sashes, in the amended tariff bill. — [17, 957, 188, 989]
white-v-mkellar-heading: WHITE V. M'KELLAR. — [216, 333, 353, 348]
official-label: STARTER: — [808, 890, 852, 901]
ad-text: Handsome Gold Hunting Patent Lever Watches, for Presentation. — [926, 1863, 1097, 1885]
article-paragraph: A number of extra prizes have been offered by the Rifle Association. — [17, 104, 188, 125]
leet-street-heading: LEET STREET. — [618, 581, 678, 592]
reserve-heading: WINTON RACECOURSE RESERVE. — [940, 969, 1083, 980]
to-editor-label: (TO THE EDITOR OF THE TIMES.) — [576, 594, 720, 604]
article-paragraph: WINTON HANDICAP, 40 sovs. Distance, 2 miles; entrance, £3 3s. — [744, 1172, 916, 1193]
official-name: Ralph Swale, Esq. — [792, 837, 868, 848]
article-paragraph: The mail steamer took £140,000 in gold home. — [17, 1033, 188, 1055]
article-paragraph: The bricklayers threaten to strike for higher wages. — [17, 213, 188, 234]
